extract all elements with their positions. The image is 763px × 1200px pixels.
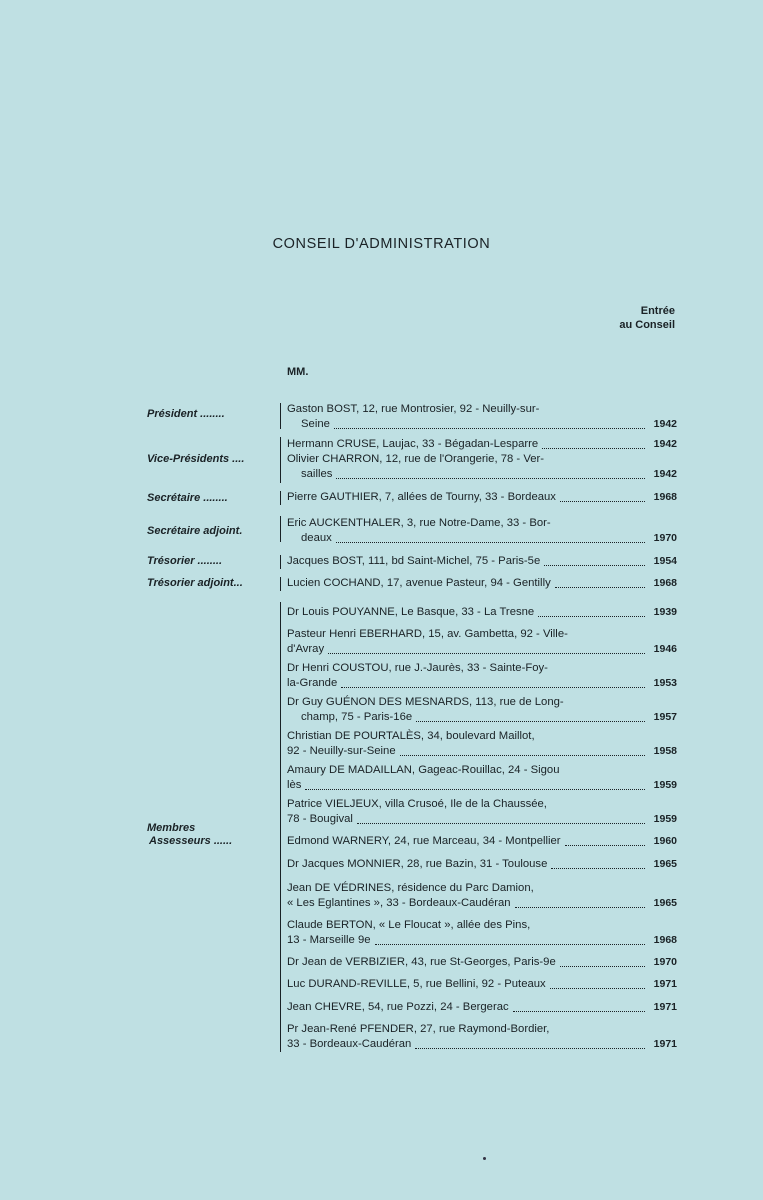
entry-line: Pasteur Henri EBERHARD, 15, av. Gambetta, 92 - Ville-	[287, 628, 568, 640]
entry-line: Jacques BOST, 111, bd Saint-Michel, 75 - Paris-5e	[287, 555, 541, 567]
entry-line: la-Grande	[287, 677, 338, 689]
member-entry	[287, 452, 677, 482]
member-entry	[287, 729, 677, 759]
entry-line: Hermann CRUSE, Laujac, 33 - Bégadan-Lesparre	[287, 438, 539, 450]
entry-year: 1954	[653, 555, 677, 567]
entry-year: 1957	[653, 711, 677, 723]
entry-line: 78 - Bougival	[287, 813, 353, 825]
entry-line: Eric AUCKENTHALER, 3, rue Notre-Dame, 33 - Bor-	[287, 517, 551, 529]
entry-line: Dr Henri COUSTOU, rue J.-Jaurès, 33 - Sainte-Foy-	[287, 662, 548, 674]
bracket-bar	[280, 602, 281, 1052]
entry-year: 1942	[653, 468, 677, 480]
entry-year: 1953	[653, 677, 677, 689]
entry-year: 1965	[653, 897, 677, 909]
member-entry	[287, 627, 677, 657]
entry-year: 1942	[653, 438, 677, 450]
entry-line: Dr Guy GUÉNON DES MESNARDS, 113, rue de Long-	[287, 696, 564, 708]
entry-line: sailles	[301, 468, 333, 480]
entry-line: Olivier CHARRON, 12, rue de l'Orangerie, 78 - Ver-	[287, 453, 545, 465]
entry-year: 1968	[653, 577, 677, 589]
entry-year: 1971	[653, 978, 677, 990]
entry-line: lès	[287, 779, 302, 791]
member-entry	[287, 881, 677, 911]
bracket-bar	[280, 491, 281, 505]
bracket-bar	[280, 555, 281, 569]
entry-year: 1959	[653, 779, 677, 791]
entry-line: « Les Eglantines », 33 - Bordeaux-Caudéran	[287, 897, 511, 909]
entry-line: 92 - Neuilly-sur-Seine	[287, 745, 396, 757]
entry-line: Gaston BOST, 12, rue Montrosier, 92 - Neuilly-sur-	[287, 403, 540, 415]
entry-year: 1970	[653, 532, 677, 544]
role-assesseurs: Assesseurs ......	[149, 835, 233, 847]
bracket-bar	[280, 577, 281, 591]
bracket-bar	[280, 403, 281, 429]
member-entry	[287, 605, 677, 620]
entree-line2: au Conseil	[619, 319, 675, 331]
role-membres: Membres	[147, 822, 196, 834]
entree-line1: Entrée	[640, 305, 675, 317]
entry-year: 1958	[653, 745, 677, 757]
role-tresorier: Trésorier ........	[147, 555, 222, 567]
entry-line: Dr Jean de VERBIZIER, 43, rue St-Georges, Paris-9e	[287, 956, 556, 968]
entry-line: champ, 75 - Paris-16e	[301, 711, 413, 723]
entry-year: 1965	[653, 858, 677, 870]
entry-line: Amaury DE MADAILLAN, Gageac-Rouillac, 24 - Sigou	[287, 764, 560, 776]
member-entry	[287, 1022, 677, 1052]
member-entry	[287, 402, 677, 432]
entry-line: Claude BERTON, « Le Floucat », allée des Pins,	[287, 919, 531, 931]
role-secretaire: Secrétaire ........	[147, 492, 228, 504]
entry-line: Jean DE VÉDRINES, résidence du Parc Damion,	[287, 882, 534, 894]
entry-year: 1968	[653, 934, 677, 946]
entry-line: Luc DURAND-REVILLE, 5, rue Bellini, 92 - Puteaux	[287, 978, 546, 990]
role-tresorier-adjoint: Trésorier adjoint...	[147, 577, 243, 589]
member-entry	[287, 490, 677, 505]
entry-year: 1970	[653, 956, 677, 968]
entry-line: Pr Jean-René PFENDER, 27, rue Raymond-Bordier,	[287, 1023, 550, 1035]
member-entry	[287, 437, 677, 452]
entry-year: 1939	[653, 606, 677, 618]
entry-year: 1971	[653, 1001, 677, 1013]
entry-year: 1968	[653, 491, 677, 503]
member-entry	[287, 763, 677, 793]
bracket-bar	[280, 437, 281, 483]
entry-line: Pierre GAUTHIER, 7, allées de Tourny, 33 - Bordeaux	[287, 491, 556, 503]
member-entry	[287, 576, 677, 591]
member-entry	[287, 695, 677, 725]
bracket-bar	[280, 516, 281, 542]
member-entry	[287, 955, 677, 970]
page-title: CONSEIL D'ADMINISTRATION	[272, 236, 491, 252]
entry-line: deaux	[301, 532, 332, 544]
entry-line: Lucien COCHAND, 17, avenue Pasteur, 94 - Gentilly	[287, 577, 551, 589]
entry-year: 1946	[653, 643, 677, 655]
entry-year: 1959	[653, 813, 677, 825]
entry-year: 1971	[653, 1038, 677, 1050]
member-entry	[287, 977, 677, 992]
member-entry	[287, 516, 677, 546]
role-vice-presidents: Vice-Présidents ....	[147, 453, 245, 465]
member-entry	[287, 918, 677, 948]
paper-speck	[483, 1157, 486, 1160]
member-entry	[287, 857, 677, 872]
member-entry	[287, 834, 677, 849]
entry-line: Dr Jacques MONNIER, 28, rue Bazin, 31 - Toulouse	[287, 858, 548, 870]
entry-line: Patrice VIELJEUX, villa Crusoé, Ile de la Chaussée,	[287, 798, 547, 810]
entree-header	[619, 304, 675, 332]
role-president: Président ........	[147, 408, 225, 420]
entry-line: Edmond WARNERY, 24, rue Marceau, 34 - Montpellier	[287, 835, 561, 847]
entry-line: d'Avray	[287, 643, 325, 655]
entry-year: 1960	[653, 835, 677, 847]
member-entry	[287, 661, 677, 691]
entry-line: Christian DE POURTALÈS, 34, boulevard Maillot,	[287, 730, 535, 742]
member-entry	[287, 1000, 677, 1015]
mm-label: MM.	[287, 366, 309, 378]
entry-year: 1942	[653, 418, 677, 430]
entry-line: Jean CHEVRE, 54, rue Pozzi, 24 - Bergerac	[287, 1001, 509, 1013]
entry-line: 33 - Bordeaux-Caudéran	[287, 1038, 412, 1050]
member-entry	[287, 797, 677, 827]
member-entry	[287, 554, 677, 569]
role-secretaire-adjoint: Secrétaire adjoint.	[147, 525, 243, 537]
entry-line: 13 - Marseille 9e	[287, 934, 371, 946]
entry-line: Dr Louis POUYANNE, Le Basque, 33 - La Tresne	[287, 606, 535, 618]
entry-line: Seine	[301, 418, 330, 430]
